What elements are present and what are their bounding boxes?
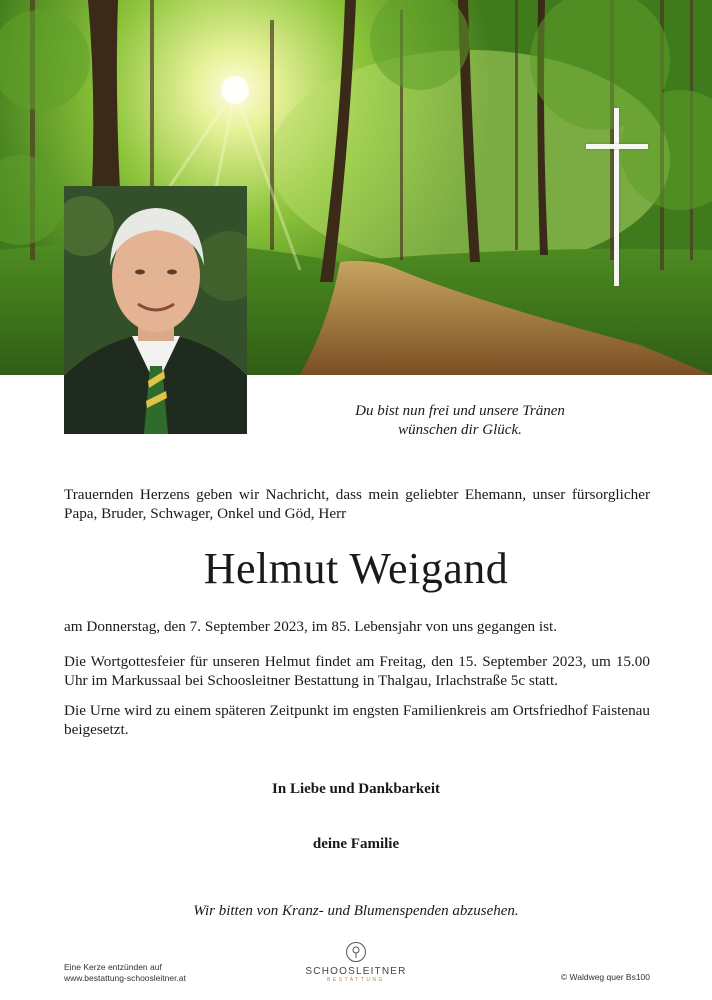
funeral-home-logo <box>300 942 412 983</box>
service-notice: Die Wortgottesfeier für unseren Helmut findet am Freitag, den 15. September 2023, um 15.00 Uhr im Markussaal bei Schoosleitner Bestattung in Thalgau, Irlachstraße 5c statt. <box>64 653 650 689</box>
deceased-name: Helmut Weigand <box>203 544 509 593</box>
quote-line-2: wünschen dir Glück. <box>398 422 522 438</box>
donation-request: Wir bitten von Kranz- und Blumenspenden abzusehen. <box>193 903 519 919</box>
website-link[interactable]: www.bestattung-schoosleitner.at <box>64 973 186 983</box>
portrait-photo <box>64 186 247 434</box>
cross-icon <box>586 108 648 288</box>
intro-text: Trauernden Herzens geben wir Nachricht, dass mein geliebter Ehemann, unser fürsorglicher Papa, Bruder, Schwager, Onkel und Göd, Herr <box>64 486 650 522</box>
logo-subtitle: BESTATTUNG <box>327 977 385 983</box>
death-notice: am Donnerstag, den 7. September 2023, im 85. Lebensjahr von uns gegangen ist. <box>64 618 558 635</box>
rose-logo-icon <box>346 942 366 962</box>
quote-line-1: Du bist nun frei und unsere Tränen <box>355 403 565 419</box>
memorial-quote <box>300 402 620 440</box>
candle-text: Eine Kerze entzünden auf <box>64 962 162 972</box>
candle-link-block[interactable] <box>64 962 186 984</box>
image-credit: © Waldweg quer Bs100 <box>560 972 650 982</box>
love-closing: In Liebe und Dankbarkeit <box>272 781 440 797</box>
urn-notice: Die Urne wird zu einem späteren Zeitpunkt im engsten Familienkreis am Ortsfriedhof Faistenau beigesetzt. <box>64 702 650 738</box>
logo-name: SCHOOSLEITNER <box>305 966 407 977</box>
family-signature: deine Familie <box>312 836 400 852</box>
